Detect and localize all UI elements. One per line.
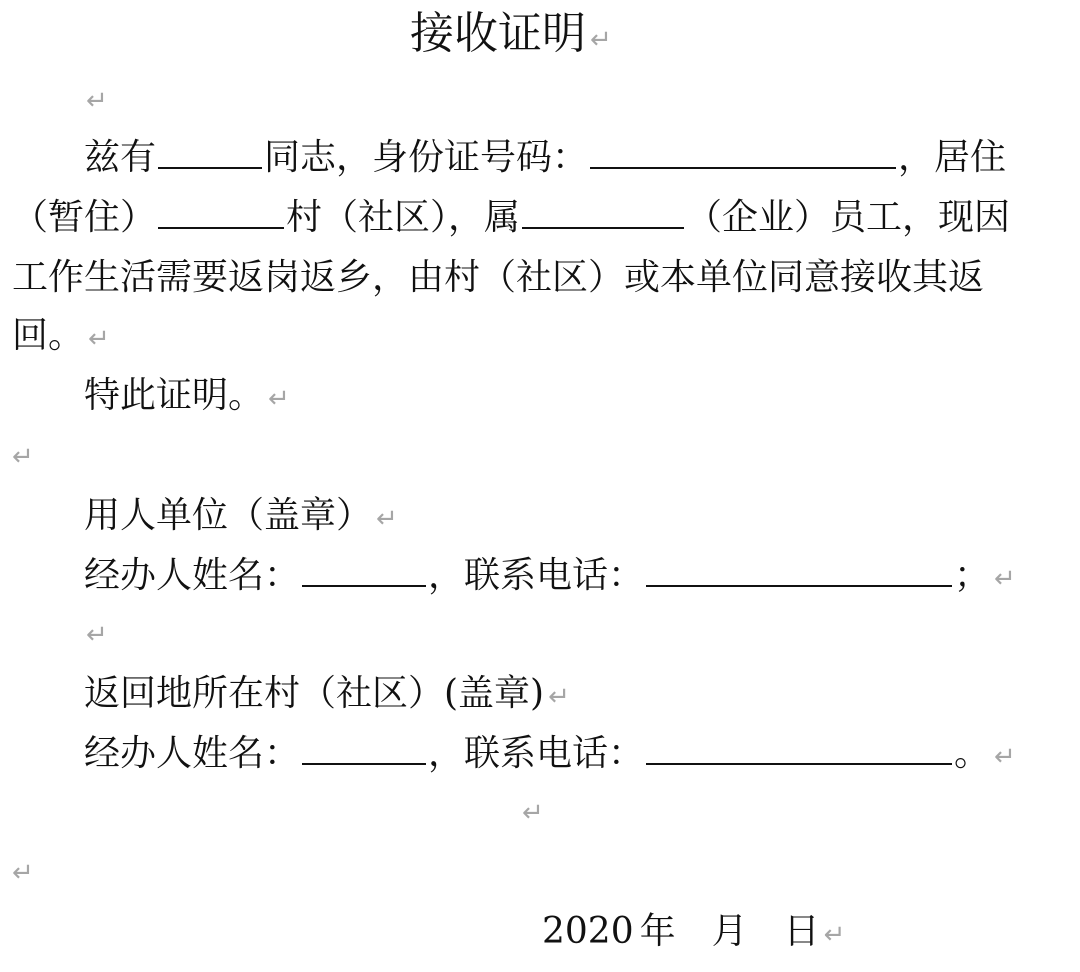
- body-text: 村（社区），属: [286, 197, 521, 238]
- employer-handler-blank[interactable]: [302, 555, 426, 587]
- phone-label: ，联系电话：: [428, 555, 645, 596]
- paragraph-mark-icon: ↵: [86, 86, 108, 116]
- body-text: （企业）员工，现因: [686, 197, 1011, 238]
- body-line-3: [12, 254, 984, 302]
- title-text: 接收证明: [410, 8, 586, 59]
- body-line-1: [84, 134, 1006, 182]
- paragraph-mark-icon: ↵: [590, 25, 612, 55]
- date-year: 2020: [542, 911, 634, 952]
- village-blank[interactable]: [158, 197, 284, 229]
- company-blank[interactable]: [522, 197, 684, 229]
- handler-label: 经办人姓名：: [84, 555, 301, 596]
- empty-line: [82, 608, 108, 659]
- paragraph-mark-icon: ↵: [823, 920, 846, 950]
- body-text: 同志，身份证号码：: [264, 137, 589, 178]
- handler-label: 经办人姓名：: [84, 733, 301, 774]
- phone-label: ，联系电话：: [428, 733, 645, 774]
- village-contact-line: [84, 730, 1016, 781]
- employer-contact-line: [84, 552, 1016, 603]
- paragraph-mark-icon: ↵: [522, 798, 544, 828]
- body-text: （暂住）: [12, 197, 157, 238]
- village-phone-blank[interactable]: [646, 733, 952, 765]
- village-handler-blank[interactable]: [302, 733, 426, 765]
- empty-line: [518, 786, 544, 837]
- line-end: 。: [954, 733, 991, 774]
- line-end: ；: [954, 555, 991, 596]
- paragraph-mark-icon: ↵: [12, 858, 34, 888]
- employer-phone-blank[interactable]: [646, 555, 952, 587]
- page-title: [410, 4, 612, 70]
- date-month-unit: 月: [711, 911, 748, 952]
- empty-line: [8, 846, 34, 897]
- date-line: [542, 908, 845, 959]
- paragraph-mark-icon: ↵: [994, 742, 1016, 772]
- body-line-4: [12, 312, 110, 363]
- paragraph-mark-icon: ↵: [548, 682, 570, 712]
- paragraph-mark-icon: ↵: [88, 324, 110, 354]
- paragraph-mark-icon: ↵: [12, 442, 34, 472]
- date-day-unit: 日: [783, 911, 820, 952]
- date-year-unit: 年: [639, 911, 676, 952]
- empty-line: [82, 74, 108, 125]
- paragraph-mark-icon: ↵: [86, 620, 108, 650]
- paragraph-mark-icon: ↵: [994, 564, 1016, 594]
- body-line-2: [12, 194, 1010, 242]
- paragraph-mark-icon: ↵: [376, 504, 398, 534]
- empty-line: [8, 430, 34, 481]
- body-text: 回。: [12, 315, 85, 356]
- paragraph-mark-icon: ↵: [268, 384, 290, 414]
- village-seal-line: [84, 670, 570, 721]
- body-text: 兹有: [84, 137, 157, 178]
- body-text: 工作生活需要返岗返乡，由村（社区）或本单位同意接收其返: [12, 257, 985, 298]
- village-label: 返回地所在村（社区）: [84, 673, 445, 714]
- employer-label: 用人单位（盖章）: [84, 495, 373, 536]
- name-blank[interactable]: [158, 137, 262, 169]
- body-text: ，居住: [898, 137, 1007, 178]
- id-number-blank[interactable]: [590, 137, 896, 169]
- seal-label: (盖章): [444, 673, 545, 714]
- proof-line: [84, 372, 290, 423]
- proof-text: 特此证明。: [84, 375, 265, 416]
- employer-seal-line: [84, 492, 398, 543]
